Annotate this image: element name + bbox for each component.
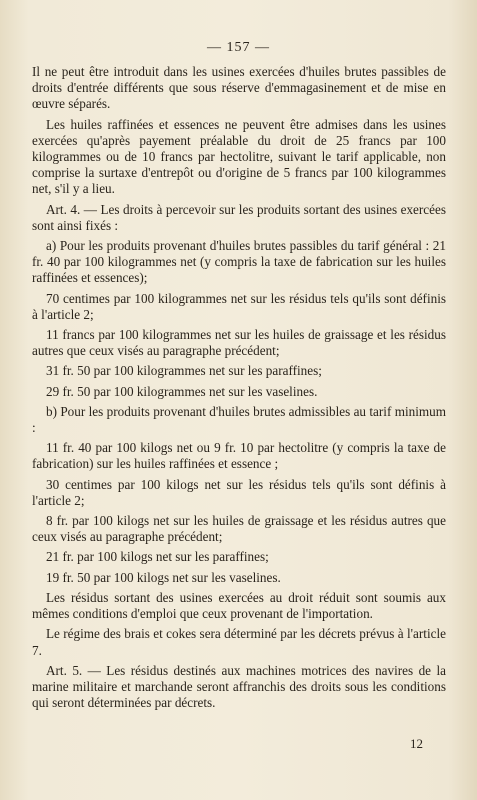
paragraph: 19 fr. 50 par 100 kilogs net sur les vaselines.	[46, 569, 281, 585]
signature-mark: 12	[410, 736, 423, 751]
page-body-text	[32, 64, 446, 715]
paragraph: Le régime des brais et cokes sera déterminé par les décrets prévus à l'article 7.	[32, 626, 446, 658]
paragraph: b) Pour les produits provenant d'huiles brutes admissibles au tarif minimum :	[32, 403, 446, 436]
article-5-paragraph: Art. 5. — Les résidus destinés aux machines motrices des navires de la marine militaire et marchande seront affranchis des droits sous les conditions qui seront déterminées par décrets.	[32, 662, 446, 711]
paragraph: 11 fr. 40 par 100 kilogs net ou 9 fr. 10 par hectolitre (y compris la taxe de fabrication) sur les huiles raffinées et essence ;	[32, 440, 446, 472]
paragraph: 31 fr. 50 par 100 kilogrammes net sur les paraffines;	[46, 363, 322, 379]
article-4-heading-paragraph: Art. 4. — Les droits à percevoir sur les produits sortant des usines exercées sont ainsi fixés :	[32, 201, 446, 233]
paragraph: Il ne peut être introduit dans les usines exercées d'huiles brutes passibles de droits d'entrée différents que sous réserve d'emmagasinement et de mise en œuvre séparés.	[32, 64, 446, 112]
paragraph: a) Pour les produits provenant d'huiles brutes passibles du tarif général : 21 fr. 40 par 100 kilogrammes net (y compris la taxe de fabrication sur les huiles raffinées et essences);	[32, 238, 446, 286]
paragraph: 8 fr. par 100 kilogs net sur les huiles de graissage et les résidus autres que ceux visés au paragraphe précédent;	[32, 513, 446, 545]
page-number: — 157 —	[207, 40, 270, 55]
paragraph: 11 francs par 100 kilogrammes net sur les huiles de graissage et les résidus autres que ceux visés au paragraphe précédent;	[32, 327, 446, 359]
paragraph: 70 centimes par 100 kilogrammes net sur les résidus tels qu'ils sont définis à l'article 2;	[32, 290, 446, 322]
paragraph: 29 fr. 50 par 100 kilogrammes net sur les vaselines.	[46, 383, 318, 399]
paragraph: Les huiles raffinées et essences ne peuvent être admises dans les usines exercées qu'après payement préalable du droit de 25 francs par 100 kilogrammes ou de 10 francs par hectolitre, suivant le tarif applicable, non comprise la surtaxe d'entrepôt ou d'origine de 5 francs par 100 kilogrammes net, s'il y a lieu.	[32, 116, 446, 197]
paragraph: 30 centimes par 100 kilogs net sur les résidus tels qu'ils sont définis à l'article 2;	[32, 476, 446, 508]
paragraph: Les résidus sortant des usines exercées au droit réduit sont soumis aux mêmes conditions d'emploi que ceux provenant de l'importation.	[32, 589, 446, 622]
paragraph: 21 fr. par 100 kilogs net sur les paraffines;	[46, 549, 269, 565]
